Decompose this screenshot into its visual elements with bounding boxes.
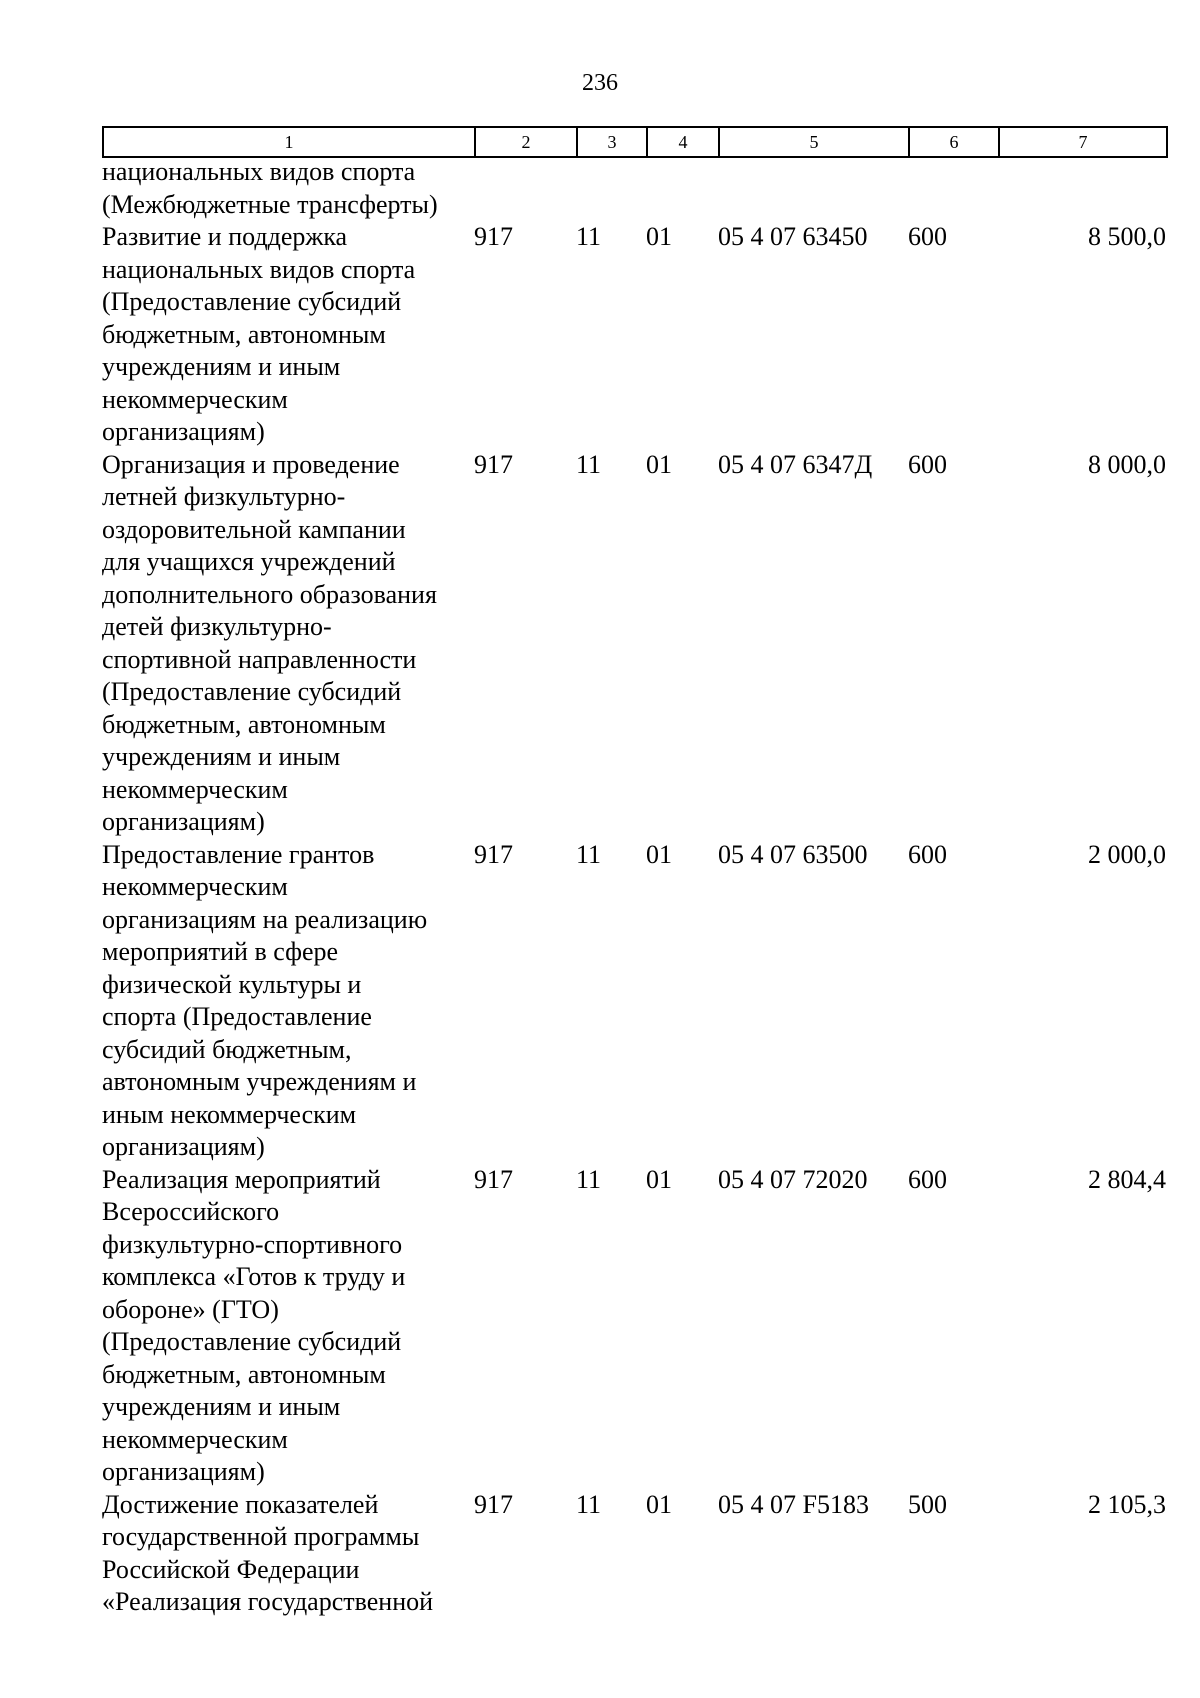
header-col-2: 2 [475, 127, 577, 157]
row-subsection: 01 [646, 1164, 672, 1194]
row-type: 500 [908, 1489, 947, 1519]
table-row [102, 1489, 1166, 1619]
table-row [102, 839, 1166, 1164]
row-section: 11 [576, 839, 602, 869]
row-subsection: 01 [646, 839, 672, 869]
row-section: 11 [576, 449, 602, 479]
header-col-3: 3 [577, 127, 647, 157]
header-col-4: 4 [647, 127, 719, 157]
row-subsection: 01 [646, 1489, 672, 1519]
row-amount: 8 500,0 [1088, 222, 1166, 251]
row-target: 05 4 07 63450 [718, 222, 868, 251]
row-amount: 2 804,4 [1088, 1164, 1166, 1194]
row-ministry: 917 [474, 839, 513, 869]
row-target: 05 4 07 6347Д [718, 449, 873, 479]
table-row [102, 1164, 1166, 1489]
row-amount: 2 105,3 [1088, 1489, 1166, 1519]
row-target: 05 4 07 63500 [718, 839, 868, 869]
header-col-5: 5 [719, 127, 909, 157]
row-ministry: 917 [474, 222, 513, 251]
table-row [102, 221, 1166, 449]
row-ministry: 917 [474, 449, 513, 479]
row-section: 11 [576, 1164, 602, 1194]
row-type: 600 [908, 222, 947, 251]
header-col-1: 1 [103, 127, 475, 157]
row-subsection: 01 [646, 449, 672, 479]
row-type: 600 [908, 449, 947, 479]
table-row [102, 449, 1166, 839]
header-col-6: 6 [909, 127, 999, 157]
row-target: 05 4 07 72020 [718, 1164, 868, 1194]
row-ministry: 917 [474, 1164, 513, 1194]
row-name: Развитие и поддержка национальных видов спорта (Предоставление субсидий бюджетным, автономным учреждениям и иным некоммерческим организациям) [102, 222, 416, 446]
table-body [102, 156, 1166, 1619]
row-section: 11 [576, 1489, 602, 1519]
row-name: Предоставление грантов некоммерческим организациям на реализацию мероприятий в сфере физической культуры и спорта (Предоставление субсидий бюджетным, автономным учреждениям и иным некоммерческим организациям) [102, 839, 428, 1161]
row-section: 11 [576, 222, 602, 251]
row-type: 600 [908, 1164, 947, 1194]
row-amount: 2 000,0 [1088, 839, 1166, 869]
row-name: Достижение показателей государственной программы Российской Федерации «Реализация государственной [102, 1489, 434, 1616]
row-name: Организация и проведение летней физкультурно- оздоровительной кампании для учащихся учреждений дополнительного образования детей физкультурно- спортивной направленности (Предоставление субсидий бюджетным, автономным учреждениям и иным некоммерческим организациям) [102, 449, 437, 836]
header-col-7: 7 [999, 127, 1167, 157]
row-name: национальных видов спорта (Межбюджетные трансферты) [102, 157, 438, 219]
table-row [102, 156, 1166, 221]
row-target: 05 4 07 F5183 [718, 1489, 869, 1519]
row-subsection: 01 [646, 222, 672, 251]
row-ministry: 917 [474, 1489, 513, 1519]
row-type: 600 [908, 839, 947, 869]
page-number: 236 [582, 70, 618, 96]
table-header [102, 126, 1168, 158]
row-amount: 8 000,0 [1088, 449, 1166, 479]
row-name: Реализация мероприятий Всероссийского физкультурно-спортивного комплекса «Готов к труду и обороне» (ГТО) (Предоставление субсидий бюджетным, автономным учреждениям и иным некоммерческим организациям) [102, 1164, 406, 1486]
